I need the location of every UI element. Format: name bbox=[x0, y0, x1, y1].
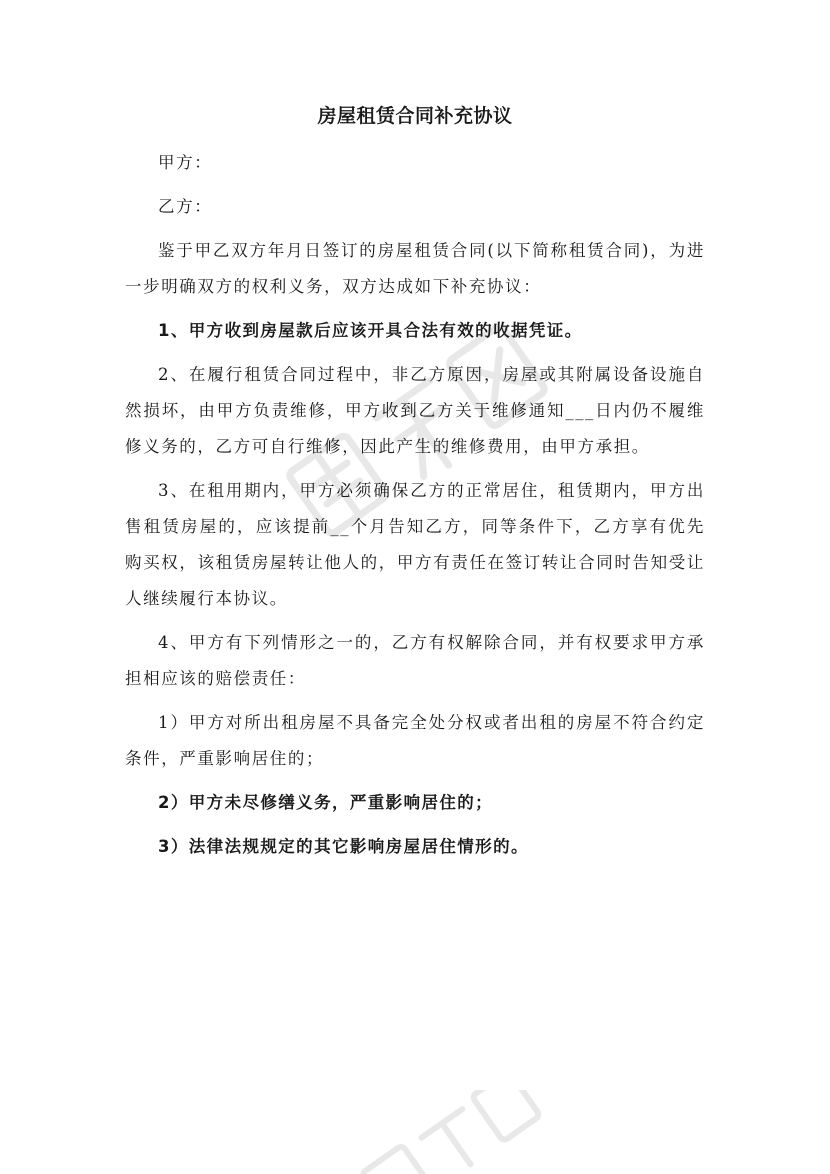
intro-paragraph: 鉴于甲乙双方年月日签订的房屋租赁合同(以下简称租赁合同)，为进一步明确双方的权利义务，双方达成如下补充协议： bbox=[125, 241, 705, 296]
clause-4-item-1: 1）甲方对所出租房屋不具备完全处分权或者出租的房屋不符合约定条件，严重影响居住的； bbox=[125, 713, 705, 768]
party-b-line: 乙方： bbox=[158, 197, 213, 216]
clause-1: 1、甲方收到房屋款后应该开具合法有效的收据凭证。 bbox=[158, 321, 583, 340]
clause-4-item-2: 2）甲方未尽修缮义务，严重影响居住的； bbox=[158, 793, 494, 812]
clause-2: 2、在履行租赁合同过程中，非乙方原因，房屋或其附属设备设施自然损坏，由甲方负责维修，甲方收到乙方关于维修通知___日内仍不履维修义务的，乙方可自行维修，因此产生的维修费用，由甲方承担。 bbox=[125, 365, 705, 456]
clause-3: 3、在租用期内，甲方必须确保乙方的正常居住，租赁期内，甲方出售租赁房屋的，应该提前__个月告知乙方，同等条件下，乙方享有优先购买权，该租赁房屋转让他人的，甲方有责任在签订转让合同时告知受让人继续履行本协议。 bbox=[125, 481, 705, 608]
clause-4: 4、甲方有下列情形之一的，乙方有权解除合同，并有权要求甲方承担相应该的赔偿责任： bbox=[125, 633, 705, 688]
document-title: 房屋租赁合同补充协议 bbox=[317, 105, 513, 127]
document-page bbox=[125, 96, 705, 865]
watermark-graphic-bottom bbox=[300, 1090, 560, 1174]
clause-4-item-3: 3）法律法规规定的其它影响房屋居住情形的。 bbox=[158, 837, 529, 856]
party-a-line: 甲方： bbox=[158, 153, 213, 172]
